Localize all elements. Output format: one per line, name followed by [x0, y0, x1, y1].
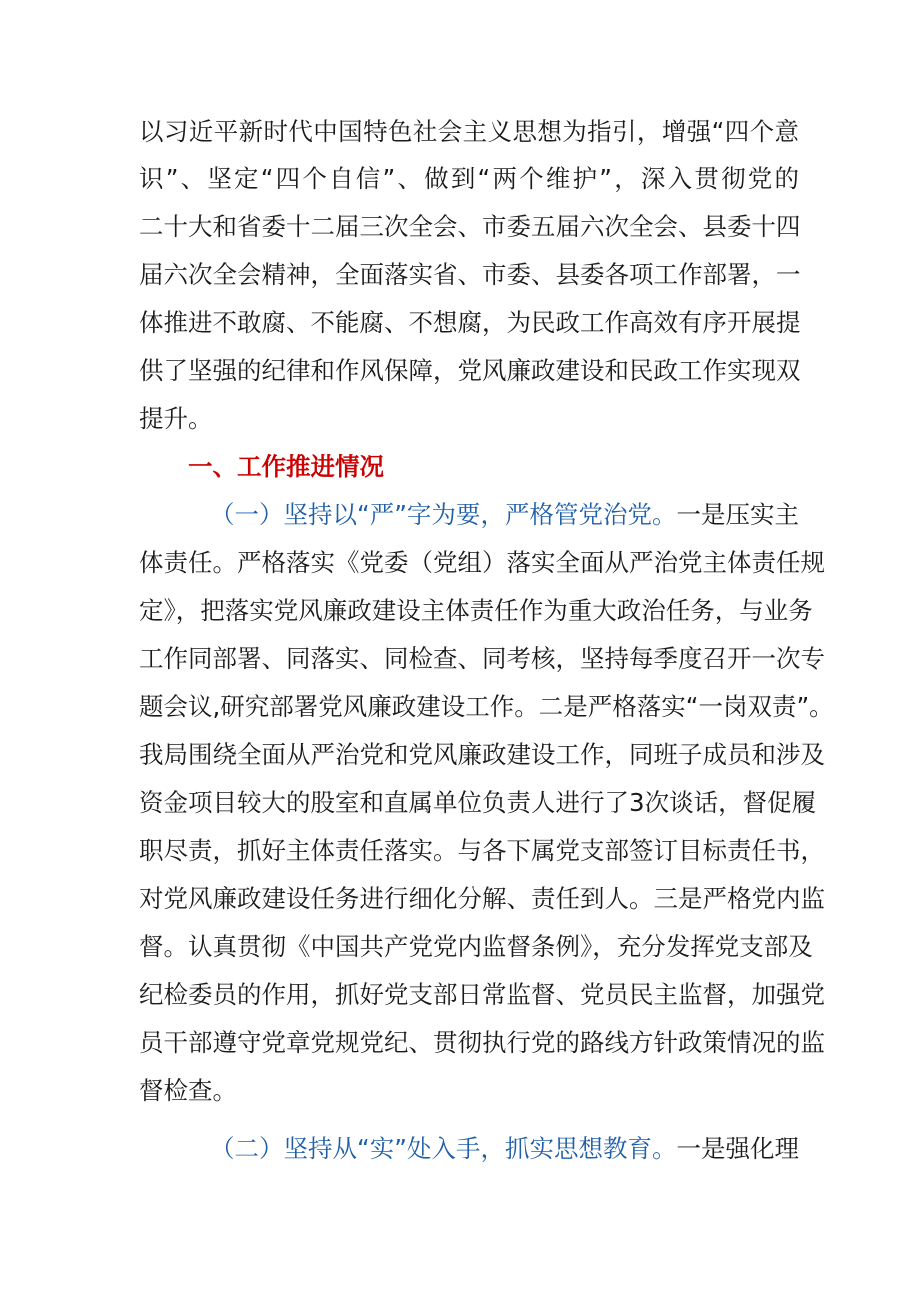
paragraph-line: 识”、坚定“四个自信”、做到“两个维护”，深入贯彻党的 — [139, 164, 799, 193]
subsection-lead-text: 一是压实主 — [676, 500, 800, 529]
paragraph-line: 以习近平新时代中国特色社会主义思想为指引，增强“四个意 — [139, 117, 799, 146]
paragraph-line: 题会议,研究部署党风廉政建设工作。二是严格落实“一岗双责”。 — [139, 692, 834, 721]
paragraph-line: 二十大和省委十二届三次全会、市委五届六次全会、县委十四 — [139, 212, 801, 241]
subsection-title: （一）坚持以“严”字为要，严格管党治党。 — [210, 500, 677, 529]
subsection-lead-text: 一是强化理 — [676, 1134, 800, 1163]
paragraph-line: 提升。 — [139, 404, 213, 433]
paragraph-line: 供了坚强的纪律和作风保障，党风廉政建设和民政工作实现双 — [139, 356, 801, 385]
paragraph-line: 届六次全会精神，全面落实省、市委、县委各项工作部署，一 — [139, 260, 801, 289]
paragraph-line: 体责任。严格落实《党委（党组）落实全面从严治党主体责任规 — [139, 548, 825, 577]
paragraph-line: 督检查。 — [139, 1076, 237, 1105]
paragraph-line: 体推进不敢腐、不能腐、不想腐，为民政工作高效有序开展提 — [139, 308, 801, 337]
paragraph-line: 对党风廉政建设任务进行细化分解、责任到人。三是严格党内监 — [139, 884, 825, 913]
section-heading: 一、工作推进情况 — [188, 452, 384, 481]
paragraph-line: 员干部遵守党章党规党纪、贯彻执行党的路线方针政策情况的监 — [139, 1028, 825, 1057]
paragraph-line: 工作同部署、同落实、同检查、同考核，坚持每季度召开一次专 — [139, 644, 825, 673]
subsection-lead-line — [210, 500, 799, 530]
paragraph-line: 我局围绕全面从严治党和党风廉政建设工作，同班子成员和涉及 — [139, 740, 825, 769]
paragraph-line: 纪检委员的作用，抓好党支部日常监督、党员民主监督，加强党 — [139, 980, 825, 1009]
paragraph-line: 定》，把落实党风廉政建设主体责任作为重大政治任务，与业务 — [139, 596, 813, 625]
paragraph-line: 职尽责，抓好主体责任落实。与各下属党支部签订目标责任书， — [139, 836, 825, 865]
subsection-title: （二）坚持从“实”处入手，抓实思想教育。 — [210, 1134, 677, 1163]
paragraph-line: 资金项目较大的股室和直属单位负责人进行了3次谈话，督促履 — [139, 788, 817, 817]
subsection-lead-line — [210, 1134, 799, 1164]
paragraph-line: 督。认真贯彻《中国共产党党内监督条例》，充分发挥党支部及 — [139, 932, 813, 961]
